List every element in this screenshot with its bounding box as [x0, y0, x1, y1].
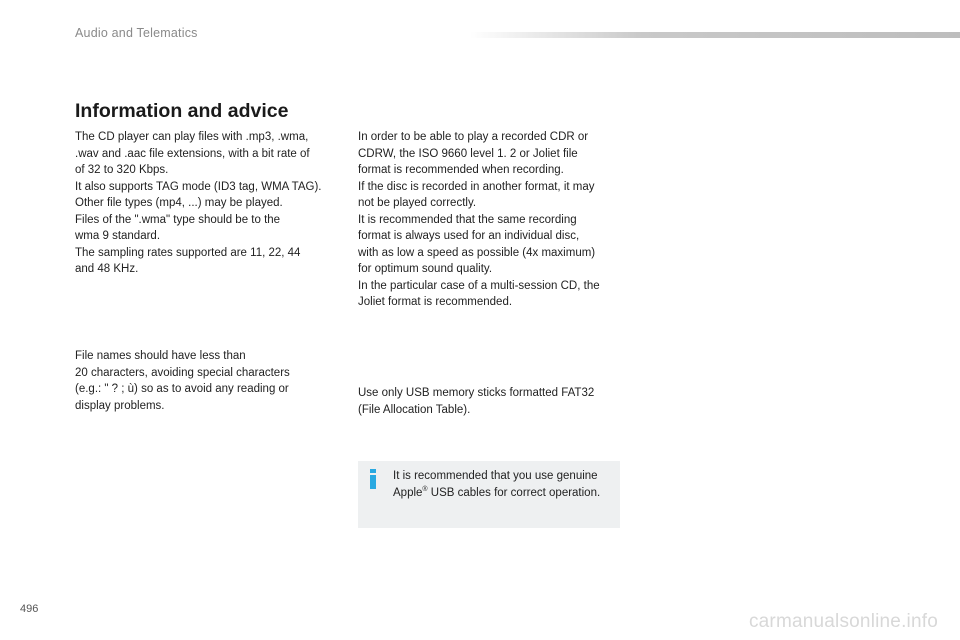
cdr-format-paragraph: In order to be able to play a recorded CDR or CDRW, the ISO 9660 level 1. 2 or Joliet file format is recommended when recording. If the disc is recorded in another format, it may not be played correctly. It is recommended that the same recording format is always used for an individual disc, with as low a speed as possible (4x maximum) for optimum sound quality. In the particular case of a multi-session CD, the Joliet format is recommended. — [358, 131, 600, 308]
page-heading: Information and advice — [75, 100, 289, 122]
file-names-paragraph: File names should have less than 20 characters, avoiding special characters (e.g.: " ? ; ù) so as to avoid any reading or display problems. — [75, 350, 290, 412]
info-text-part: It is recommended that you use genuine Apple — [393, 470, 598, 499]
usb-format-paragraph: Use only USB memory sticks formatted FAT32 (File Allocation Table). — [358, 387, 595, 416]
info-box — [358, 461, 620, 528]
info-icon — [368, 469, 378, 489]
info-text-part: USB cables for correct operation. — [427, 486, 601, 499]
cd-formats-paragraph: The CD player can play files with .mp3, .wma, .wav and .aac file extensions, with a bit rate of of 32 to 320 Kbps. It also supports TAG mode (ID3 tag, WMA TAG). Other file types (mp4, ...) may be played. Files of the ".wma" type should be to the wma 9 standard. The sampling rates supported are 11, 22, 44 and 48 KHz. — [75, 131, 322, 275]
info-text — [393, 468, 615, 501]
page-number: 496 — [20, 603, 39, 615]
watermark: carmanualsonline.info — [748, 611, 938, 632]
header-rule — [470, 32, 960, 38]
section-title: Audio and Telematics — [75, 26, 198, 40]
trademark-symbol: ® — [422, 485, 428, 493]
